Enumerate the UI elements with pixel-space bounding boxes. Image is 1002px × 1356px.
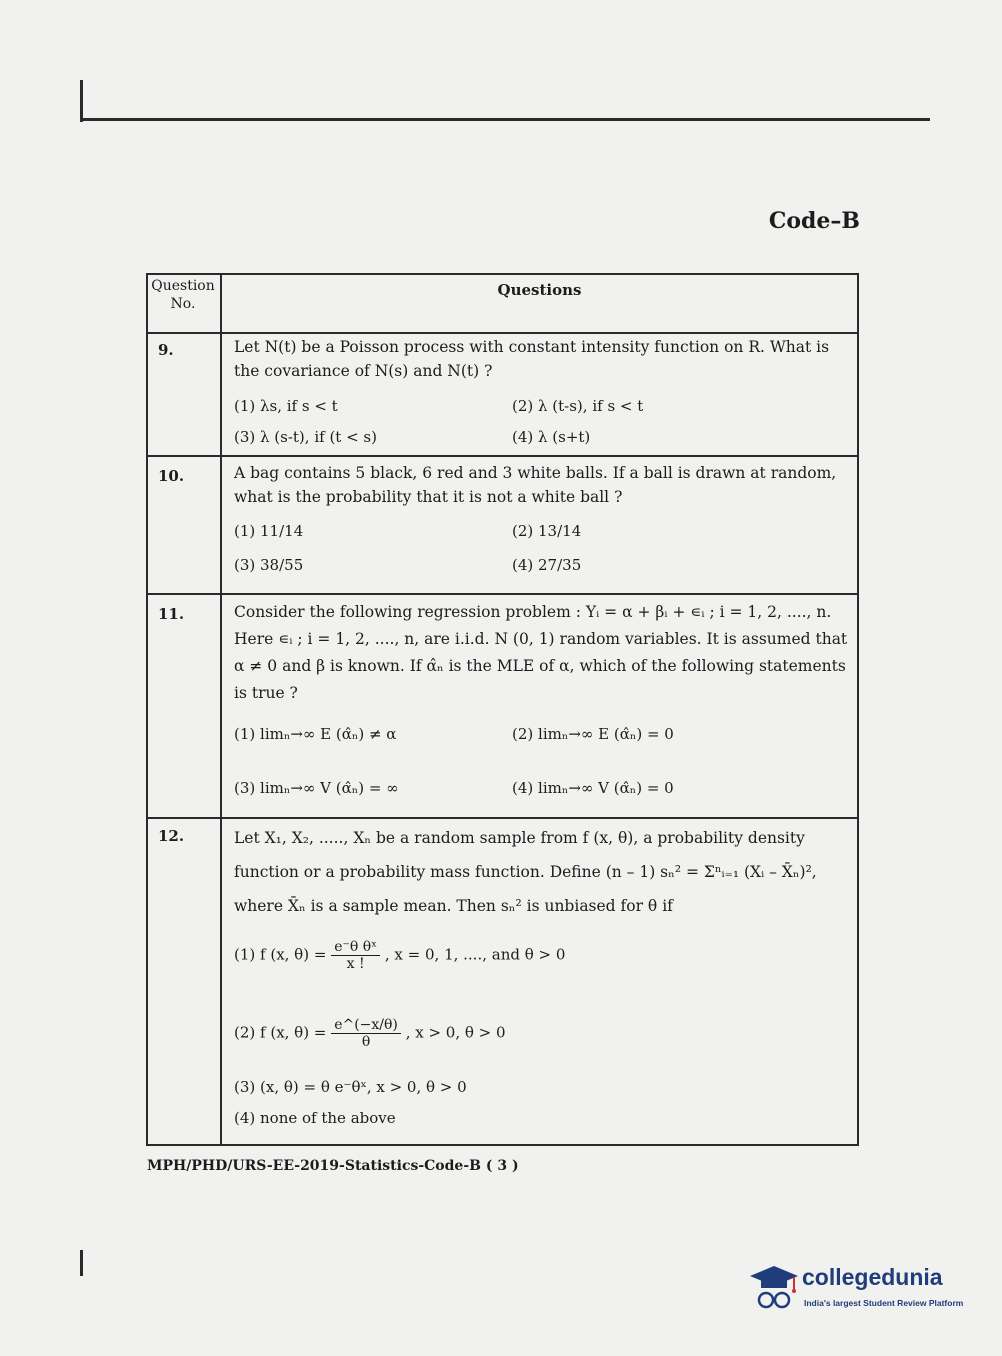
question-text: A bag contains 5 black, 6 red and 3 white balls. If a ball is drawn at random, what is the probability that it is not a white ball ? [234, 464, 837, 506]
option-label: (1) f (x, θ) = [234, 945, 327, 964]
page-edge-mark [80, 80, 83, 122]
question-text: Let X₁, X₂, ....., Xₙ be a random sample from f (x, θ), a probability density function or a probability mass function. Define (n – 1) sₙ² = Σⁿᵢ₌₁ (Xᵢ – X̄ₙ)², where X̄ₙ is a sample mean. Then sₙ² is unbiased for θ if [234, 829, 817, 915]
option: (1) λs, if s < t [234, 397, 338, 415]
page-edge-mark [80, 1250, 83, 1276]
option-label: (2) f (x, θ) = [234, 1023, 327, 1042]
option: (4) 27/35 [512, 556, 582, 574]
fraction [331, 939, 380, 972]
fraction-numerator: e⁻θ θˣ [331, 939, 380, 956]
header-questions: Questions [497, 281, 582, 299]
option: (3) 38/55 [234, 556, 304, 574]
fraction-denominator: x ! [346, 956, 365, 972]
option [234, 1017, 506, 1050]
option: (2) limₙ→∞ E (α̂ₙ) = 0 [512, 725, 674, 743]
option [234, 939, 565, 972]
option: (1) 11/14 [234, 522, 304, 540]
code-label: Code–B [768, 208, 860, 234]
option: (4) limₙ→∞ V (α̂ₙ) = 0 [512, 779, 674, 797]
column-divider [220, 275, 222, 1144]
option: (2) 13/14 [512, 522, 582, 540]
fraction-numerator: e^(−x/θ) [331, 1017, 401, 1034]
option: (3) λ (s-t), if (t < s) [234, 428, 377, 446]
page-footer: MPH/PHD/URS-EE-2019-Statistics-Code-B ( 3 ) [147, 1158, 519, 1174]
option-condition: , x = 0, 1, ...., and θ > 0 [384, 945, 566, 964]
option: (3) (x, θ) = θ e⁻θˣ, x > 0, θ > 0 [234, 1078, 467, 1096]
option: (4) none of the above [234, 1109, 396, 1127]
page-top-rule [82, 118, 930, 121]
logo-name: collegedunia [802, 1264, 943, 1290]
question-number: 9. [158, 341, 174, 359]
logo-tagline: India's largest Student Review Platform [804, 1298, 964, 1308]
option-condition: , x > 0, θ > 0 [405, 1023, 506, 1042]
collegedunia-logo[interactable] [746, 1258, 976, 1324]
option: (4) λ (s+t) [512, 428, 591, 446]
fraction-denominator: θ [361, 1034, 371, 1050]
row-divider [148, 817, 857, 819]
graduate-cap-icon [746, 1260, 800, 1314]
option: (2) λ (t-s), if s < t [512, 397, 644, 415]
fraction [331, 1017, 401, 1050]
question-text: Consider the following regression problem : Yᵢ = α + βᵢ + ∊ᵢ ; i = 1, 2, ...., n. Here ∊ᵢ ; i = 1, 2, ...., n, are i.i.d. N (0, 1) random variables. It is assumed that α ≠ 0 and β is known. If α̂ₙ is the MLE of α, which of the following statements is true ? [234, 603, 848, 702]
question-text: Let N(t) be a Poisson process with constant intensity function on R. What is the covariance of N(s) and N(t) ? [234, 338, 830, 380]
option: (3) limₙ→∞ V (α̂ₙ) = ∞ [234, 779, 399, 797]
question-number: 10. [158, 467, 185, 485]
question-table [146, 273, 859, 1146]
option: (1) limₙ→∞ E (α̂ₙ) ≠ α [234, 725, 397, 743]
question-number: 11. [158, 605, 185, 623]
row-divider [148, 455, 857, 457]
header-question-no: Question No. [151, 278, 215, 312]
row-divider [148, 332, 857, 334]
question-number: 12. [158, 827, 185, 845]
row-divider [148, 593, 857, 595]
